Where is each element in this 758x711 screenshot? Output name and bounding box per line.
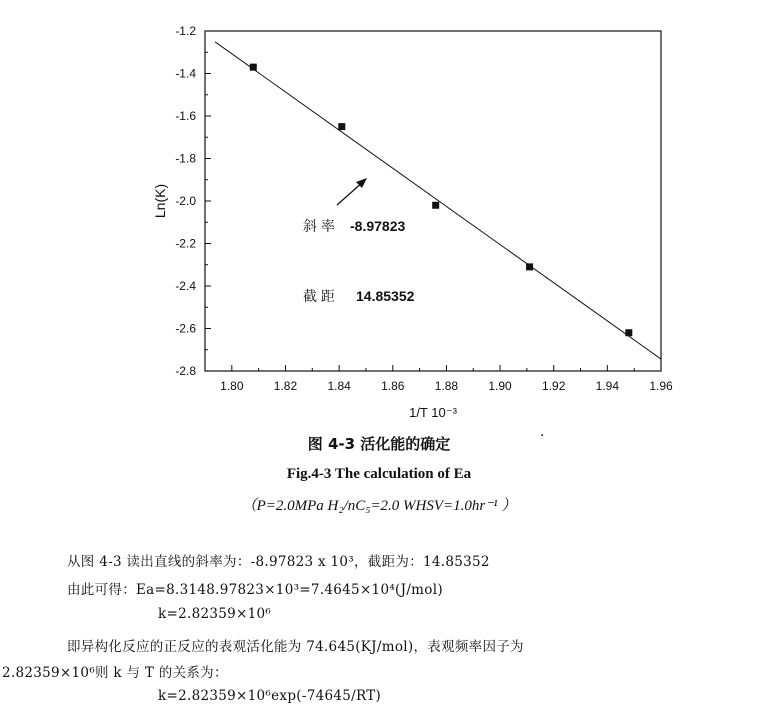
- intercept-label: 截 距: [303, 288, 335, 304]
- x-axis-ticks: [205, 365, 673, 393]
- x-tick-label: 1.92: [542, 379, 566, 393]
- x-tick-label: 1.82: [273, 379, 298, 393]
- y-tick-label: -1.2: [175, 24, 196, 38]
- plot-frame: [205, 31, 661, 371]
- y-tick-label: -1.8: [175, 151, 196, 166]
- y-tick-label: -2.4: [175, 279, 196, 293]
- data-point: [338, 123, 345, 130]
- body-line-2: 由此可得：Ea=8.3148.97823×10³=7.4645×10⁴(J/mol): [67, 582, 443, 598]
- fit-line: [215, 42, 661, 359]
- x-tick-label: 1.84: [327, 379, 351, 393]
- slope-label: 斜 率: [303, 218, 335, 234]
- body-line-6: k=2.82359×10⁶exp(-74645/RT): [158, 688, 382, 704]
- y-tick-label: -2.6: [175, 321, 196, 336]
- body-line-5: 2.82359×10⁶则 k 与 T 的关系为：: [2, 665, 228, 681]
- body-line-3: k=2.82359×10⁶: [158, 606, 272, 622]
- intercept-value: 14.85352: [356, 288, 415, 304]
- data-point: [250, 64, 257, 71]
- y-tick-label: -1.6: [175, 109, 196, 123]
- data-point: [526, 263, 533, 270]
- x-tick-label: 1.88: [434, 379, 459, 393]
- data-point: [432, 202, 439, 209]
- slope-value: -8.97823: [350, 218, 406, 234]
- stray-mark: ·: [540, 428, 545, 444]
- figure-caption-cn: 图 4-3 活化能的确定: [307, 435, 451, 453]
- x-tick-label: 1.90: [488, 379, 512, 393]
- x-tick-label: 1.80: [220, 379, 244, 393]
- y-axis-label: Ln(K): [152, 183, 168, 219]
- figure-conditions: （P=2.0MPa H₂/nC₅=2.0 WHSV=1.0hr⁻¹ ）: [241, 498, 517, 514]
- data-point: [625, 329, 632, 336]
- x-tick-label: 1.96: [649, 379, 673, 393]
- y-tick-label: -1.4: [175, 66, 196, 81]
- x-axis-label: 1/T 10⁻³: [409, 405, 457, 420]
- figure-caption-en: Fig.4-3 The calculation of Ea: [286, 466, 472, 482]
- body-line-1: 从图 4-3 读出直线的斜率为：-8.97823 x 10³，截距为：14.85352: [67, 554, 490, 570]
- body-line-4: 即异构化反应的正反应的表观活化能为 74.645(KJ/mol)，表观频率因子为: [67, 639, 524, 655]
- y-tick-label: -2.8: [175, 364, 196, 378]
- x-tick-label: 1.86: [381, 379, 405, 393]
- x-tick-label: 1.94: [595, 379, 620, 393]
- y-tick-label: -2.2: [175, 236, 196, 251]
- y-axis-ticks: [175, 24, 211, 378]
- y-tick-label: -2.0: [175, 194, 196, 208]
